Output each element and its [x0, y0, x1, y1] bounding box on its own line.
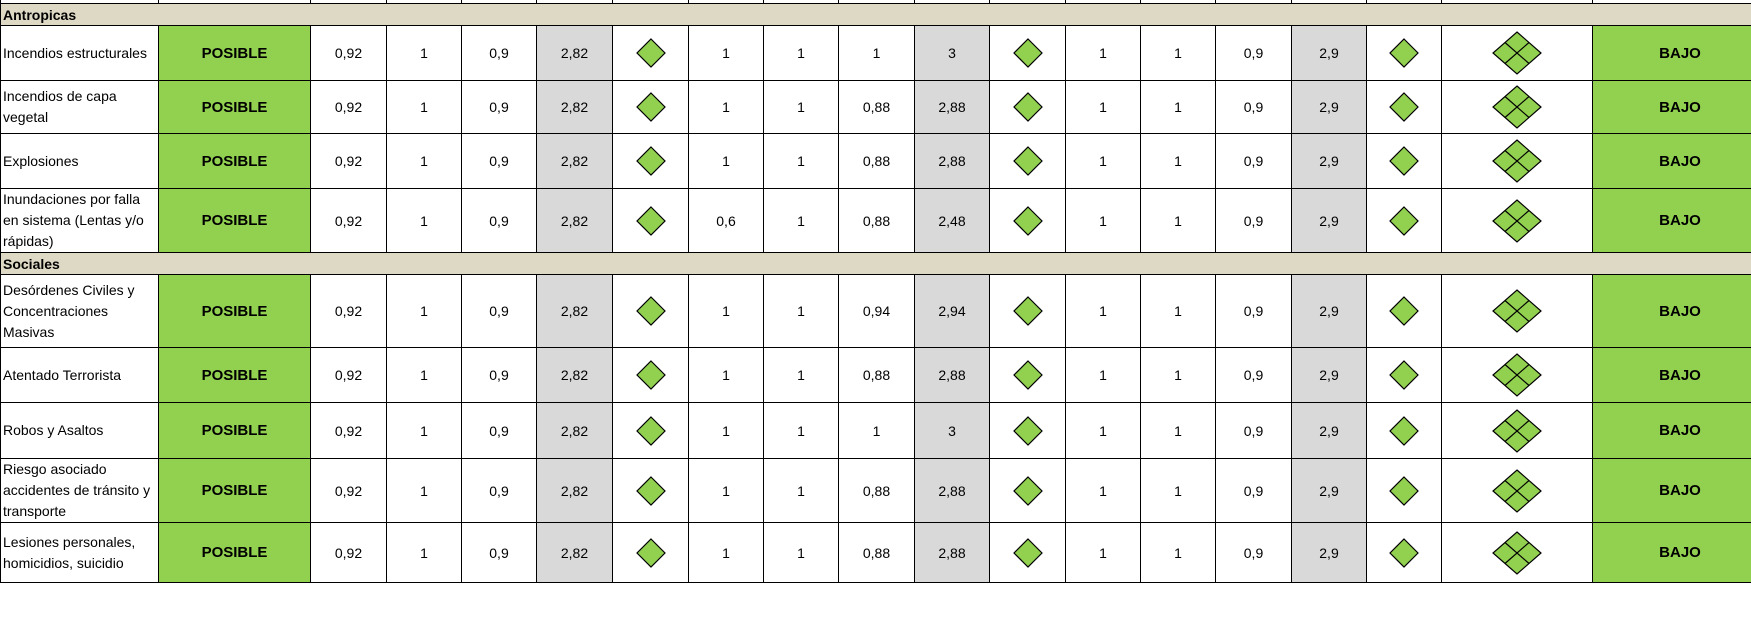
diamond-cell [613, 523, 689, 583]
value-cell: 1 [1141, 523, 1216, 583]
value-cell: 0,9 [1216, 403, 1292, 459]
value-cell: 1 [839, 403, 915, 459]
value-cell: 1 [764, 275, 839, 348]
value-cell: 1 [387, 523, 462, 583]
probability-cell: POSIBLE [159, 348, 311, 403]
sum-cell: 2,82 [537, 189, 613, 253]
sum-cell: 2,82 [537, 134, 613, 189]
value-cell: 0,9 [1216, 275, 1292, 348]
diamond-cell [613, 134, 689, 189]
value-cell: 0,9 [462, 81, 537, 134]
diamond-cell [990, 459, 1066, 523]
sum-cell: 2,82 [537, 275, 613, 348]
diamond-icon [1012, 91, 1044, 123]
diamond-cell [1367, 403, 1442, 459]
threat-label: Atentado Terrorista [1, 348, 159, 403]
diamond-cell [990, 403, 1066, 459]
diamond-icon [1012, 37, 1044, 69]
value-cell: 1 [387, 134, 462, 189]
value-cell: 0,88 [839, 459, 915, 523]
sum-cell: 3 [915, 26, 990, 81]
table-row [1, 275, 1751, 348]
value-cell: 0,9 [1216, 81, 1292, 134]
value-cell: 1 [1066, 189, 1141, 253]
probability-cell: POSIBLE [159, 403, 311, 459]
value-cell: 0,88 [839, 523, 915, 583]
value-cell: 1 [764, 523, 839, 583]
table-row [1, 134, 1751, 189]
risk-diamond-cell [1442, 134, 1593, 189]
sum-cell: 2,9 [1292, 26, 1367, 81]
crossed-diamond-icon [1491, 84, 1543, 130]
threat-label: Riesgo asociado accidentes de tránsito y transporte [1, 459, 159, 523]
diamond-cell [613, 459, 689, 523]
diamond-cell [1367, 134, 1442, 189]
diamond-icon [1012, 537, 1044, 569]
sum-cell: 2,9 [1292, 459, 1367, 523]
diamond-cell [1367, 348, 1442, 403]
value-cell: 0,88 [839, 134, 915, 189]
value-cell: 0,9 [1216, 459, 1292, 523]
risk-diamond-cell [1442, 275, 1593, 348]
diamond-icon [635, 37, 667, 69]
diamond-cell [613, 403, 689, 459]
value-cell: 0,94 [839, 275, 915, 348]
risk-diamond-cell [1442, 189, 1593, 253]
diamond-icon [635, 475, 667, 507]
risk-diamond-cell [1442, 81, 1593, 134]
diamond-cell [990, 348, 1066, 403]
sum-cell: 2,82 [537, 348, 613, 403]
value-cell: 1 [764, 459, 839, 523]
value-cell: 1 [1066, 275, 1141, 348]
sum-cell: 2,88 [915, 523, 990, 583]
diamond-icon [1388, 359, 1420, 391]
diamond-cell [1367, 459, 1442, 523]
value-cell: 1 [1066, 459, 1141, 523]
diamond-icon [635, 295, 667, 327]
probability-cell: POSIBLE [159, 81, 311, 134]
diamond-cell [1367, 275, 1442, 348]
section-title: Antropicas [1, 4, 1751, 26]
section-header-row [1, 4, 1751, 26]
diamond-icon [1012, 475, 1044, 507]
sum-cell: 2,9 [1292, 134, 1367, 189]
value-cell: 1 [387, 275, 462, 348]
threat-label: Desórdenes Civiles y Concentraciones Masivas [1, 275, 159, 348]
value-cell: 0,9 [1216, 523, 1292, 583]
value-cell: 1 [764, 348, 839, 403]
sum-cell: 2,94 [915, 275, 990, 348]
crossed-diamond-icon [1491, 30, 1543, 76]
diamond-icon [635, 91, 667, 123]
value-cell: 1 [1066, 81, 1141, 134]
table-body [1, 0, 1751, 583]
table-row [1, 81, 1751, 134]
value-cell: 1 [689, 275, 764, 348]
value-cell: 1 [764, 26, 839, 81]
threat-label: Explosiones [1, 134, 159, 189]
diamond-cell [1367, 523, 1442, 583]
sum-cell: 2,82 [537, 81, 613, 134]
sum-cell: 2,88 [915, 81, 990, 134]
probability-cell: POSIBLE [159, 134, 311, 189]
value-cell: 0,9 [462, 134, 537, 189]
value-cell: 1 [387, 81, 462, 134]
diamond-cell [990, 26, 1066, 81]
value-cell: 1 [839, 26, 915, 81]
value-cell: 0,92 [311, 403, 387, 459]
section-header-row [1, 253, 1751, 275]
crossed-diamond-icon [1491, 198, 1543, 244]
value-cell: 1 [387, 403, 462, 459]
value-cell: 0,9 [1216, 348, 1292, 403]
diamond-icon [635, 415, 667, 447]
table-row [1, 348, 1751, 403]
section-title: Sociales [1, 253, 1751, 275]
sum-cell: 2,9 [1292, 523, 1367, 583]
value-cell: 1 [1141, 189, 1216, 253]
diamond-cell [613, 275, 689, 348]
sum-cell: 2,9 [1292, 403, 1367, 459]
value-cell: 1 [689, 26, 764, 81]
diamond-cell [613, 81, 689, 134]
diamond-cell [613, 189, 689, 253]
value-cell: 0,92 [311, 189, 387, 253]
risk-level-cell: BAJO [1593, 348, 1751, 403]
table-row [1, 523, 1751, 583]
value-cell: 0,9 [462, 189, 537, 253]
diamond-icon [1388, 295, 1420, 327]
table-row [1, 189, 1751, 253]
table-row [1, 403, 1751, 459]
sum-cell: 2,82 [537, 523, 613, 583]
sum-cell: 2,9 [1292, 348, 1367, 403]
value-cell: 1 [1066, 403, 1141, 459]
value-cell: 1 [387, 459, 462, 523]
risk-level-cell: BAJO [1593, 459, 1751, 523]
value-cell: 1 [1066, 134, 1141, 189]
probability-cell: POSIBLE [159, 189, 311, 253]
probability-cell: POSIBLE [159, 459, 311, 523]
value-cell: 0,92 [311, 81, 387, 134]
value-cell: 0,9 [462, 275, 537, 348]
value-cell: 1 [1141, 26, 1216, 81]
diamond-icon [635, 205, 667, 237]
value-cell: 0,9 [1216, 134, 1292, 189]
diamond-cell [1367, 189, 1442, 253]
value-cell: 0,9 [462, 403, 537, 459]
diamond-icon [1012, 205, 1044, 237]
value-cell: 1 [689, 459, 764, 523]
diamond-icon [1388, 475, 1420, 507]
crossed-diamond-icon [1491, 288, 1543, 334]
value-cell: 1 [1066, 348, 1141, 403]
risk-level-cell: BAJO [1593, 189, 1751, 253]
value-cell: 1 [387, 26, 462, 81]
sum-cell: 2,82 [537, 403, 613, 459]
value-cell: 1 [689, 348, 764, 403]
value-cell: 1 [387, 189, 462, 253]
value-cell: 0,9 [1216, 26, 1292, 81]
sum-cell: 2,88 [915, 348, 990, 403]
risk-diamond-cell [1442, 459, 1593, 523]
sum-cell: 2,82 [537, 459, 613, 523]
diamond-icon [1388, 415, 1420, 447]
value-cell: 0,88 [839, 348, 915, 403]
risk-level-cell: BAJO [1593, 26, 1751, 81]
value-cell: 0,92 [311, 348, 387, 403]
value-cell: 1 [764, 81, 839, 134]
threat-label: Robos y Asaltos [1, 403, 159, 459]
sum-cell: 2,9 [1292, 275, 1367, 348]
value-cell: 0,88 [839, 189, 915, 253]
diamond-icon [1012, 359, 1044, 391]
value-cell: 0,9 [462, 26, 537, 81]
sum-cell: 3 [915, 403, 990, 459]
risk-diamond-cell [1442, 523, 1593, 583]
crossed-diamond-icon [1491, 408, 1543, 454]
diamond-icon [1388, 37, 1420, 69]
value-cell: 1 [1141, 275, 1216, 348]
value-cell: 0,92 [311, 275, 387, 348]
sum-cell: 2,9 [1292, 189, 1367, 253]
value-cell: 0,9 [462, 523, 537, 583]
value-cell: 1 [1141, 459, 1216, 523]
crossed-diamond-icon [1491, 352, 1543, 398]
probability-cell: POSIBLE [159, 275, 311, 348]
risk-level-cell: BAJO [1593, 81, 1751, 134]
diamond-icon [1388, 91, 1420, 123]
value-cell: 1 [689, 134, 764, 189]
sum-cell: 2,9 [1292, 81, 1367, 134]
value-cell: 1 [1066, 523, 1141, 583]
diamond-cell [990, 275, 1066, 348]
value-cell: 0,9 [462, 459, 537, 523]
diamond-icon [1012, 415, 1044, 447]
value-cell: 1 [1141, 81, 1216, 134]
risk-level-cell: BAJO [1593, 523, 1751, 583]
value-cell: 1 [1141, 348, 1216, 403]
diamond-icon [635, 537, 667, 569]
diamond-icon [1388, 205, 1420, 237]
risk-diamond-cell [1442, 348, 1593, 403]
diamond-cell [1367, 26, 1442, 81]
crossed-diamond-icon [1491, 138, 1543, 184]
value-cell: 1 [689, 523, 764, 583]
risk-level-cell: BAJO [1593, 403, 1751, 459]
risk-level-cell: BAJO [1593, 134, 1751, 189]
sum-cell: 2,88 [915, 134, 990, 189]
probability-cell: POSIBLE [159, 26, 311, 81]
diamond-cell [990, 81, 1066, 134]
value-cell: 0,9 [1216, 189, 1292, 253]
value-cell: 0,6 [689, 189, 764, 253]
diamond-cell [990, 134, 1066, 189]
value-cell: 0,92 [311, 523, 387, 583]
diamond-cell [613, 26, 689, 81]
sum-cell: 2,82 [537, 26, 613, 81]
value-cell: 1 [764, 403, 839, 459]
diamond-cell [1367, 81, 1442, 134]
value-cell: 1 [689, 81, 764, 134]
value-cell: 1 [1066, 26, 1141, 81]
threat-label: Incendios de capa vegetal [1, 81, 159, 134]
diamond-icon [635, 359, 667, 391]
diamond-icon [635, 145, 667, 177]
value-cell: 0,92 [311, 26, 387, 81]
diamond-icon [1012, 295, 1044, 327]
table-row [1, 459, 1751, 523]
sum-cell: 2,88 [915, 459, 990, 523]
diamond-cell [990, 189, 1066, 253]
risk-diamond-cell [1442, 403, 1593, 459]
diamond-cell [613, 348, 689, 403]
table-row [1, 26, 1751, 81]
threat-label: Lesiones personales, homicidios, suicidio [1, 523, 159, 583]
threat-label: Incendios estructurales [1, 26, 159, 81]
diamond-icon [1012, 145, 1044, 177]
value-cell: 0,92 [311, 459, 387, 523]
crossed-diamond-icon [1491, 468, 1543, 514]
value-cell: 1 [387, 348, 462, 403]
diamond-cell [990, 523, 1066, 583]
crossed-diamond-icon [1491, 530, 1543, 576]
risk-diamond-cell [1442, 26, 1593, 81]
value-cell: 1 [764, 189, 839, 253]
risk-level-cell: BAJO [1593, 275, 1751, 348]
value-cell: 1 [1141, 403, 1216, 459]
value-cell: 1 [1141, 134, 1216, 189]
value-cell: 1 [689, 403, 764, 459]
value-cell: 0,9 [462, 348, 537, 403]
probability-cell: POSIBLE [159, 523, 311, 583]
value-cell: 0,88 [839, 81, 915, 134]
diamond-icon [1388, 537, 1420, 569]
threat-label: Inundaciones por falla en sistema (Lentas y/o rápidas) [1, 189, 159, 253]
diamond-icon [1388, 145, 1420, 177]
value-cell: 1 [764, 134, 839, 189]
sum-cell: 2,48 [915, 189, 990, 253]
value-cell: 0,92 [311, 134, 387, 189]
